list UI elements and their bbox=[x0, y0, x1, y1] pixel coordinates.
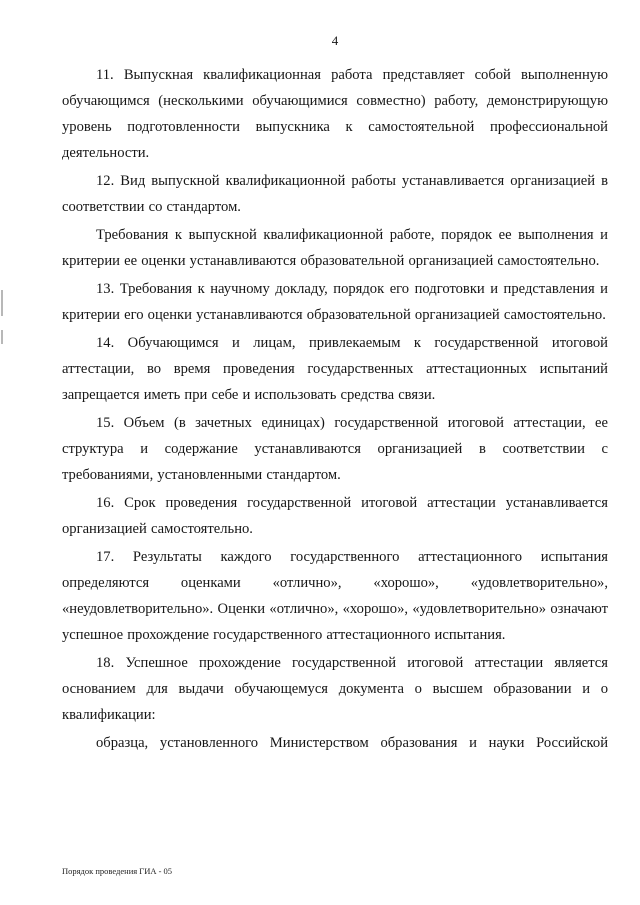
document-body bbox=[62, 62, 608, 758]
scan-edge-mark bbox=[1, 330, 3, 344]
paragraph-18: 18. Успешное прохождение государственной итоговой аттестации является основанием для выдачи обучающемуся документа о высшем образовании и о квалификации: bbox=[62, 655, 608, 723]
paragraph-17: 17. Результаты каждого государственного аттестационного испытания определяются оценками «отлично», «хорошо», «удовлетворительно», «неудовлетворительно». Оценки «отлично», «хорошо», «удовлетворительно» означают успешное прохождение государственного аттестационного испытания. bbox=[62, 549, 608, 643]
paragraph-12-requirements: Требования к выпускной квалификационной работе, порядок ее выполнения и критерии ее оценки устанавливаются образовательной организацией самостоятельно. bbox=[62, 227, 608, 269]
page-number: 4 bbox=[331, 33, 339, 48]
paragraph-15: 15. Объем (в зачетных единицах) государственной итоговой аттестации, ее структура и содержание устанавливаются организацией в соответствии с требованиями, установленными стандартом. bbox=[62, 415, 608, 483]
footer-label: Порядок проведения ГИА - 05 bbox=[62, 866, 173, 876]
paragraph-12: 12. Вид выпускной квалификационной работы устанавливается организацией в соответствии со стандартом. bbox=[62, 173, 608, 215]
paragraph-11: 11. Выпускная квалификационная работа представляет собой выполненную обучающимся (несколькими обучающимися совместно) работу, демонстрирующую уровень подготовленности выпускника к самостоятельной профессиональной деятельности. bbox=[62, 67, 608, 161]
paragraph-16: 16. Срок проведения государственной итоговой аттестации устанавливается организацией самостоятельно. bbox=[62, 495, 608, 537]
scan-edge-mark bbox=[1, 290, 3, 316]
paragraph-14: 14. Обучающимся и лицам, привлекаемым к государственной итоговой аттестации, во время проведения государственных аттестационных испытаний запрещается иметь при себе и использовать средства связи. bbox=[62, 335, 608, 403]
paragraph-13: 13. Требования к научному докладу, порядок его подготовки и представления и критерии его оценки устанавливаются образовательной организацией самостоятельно. bbox=[62, 281, 608, 323]
paragraph-18-continuation: образца, установленного Министерством образования и науки Российской bbox=[96, 735, 608, 751]
